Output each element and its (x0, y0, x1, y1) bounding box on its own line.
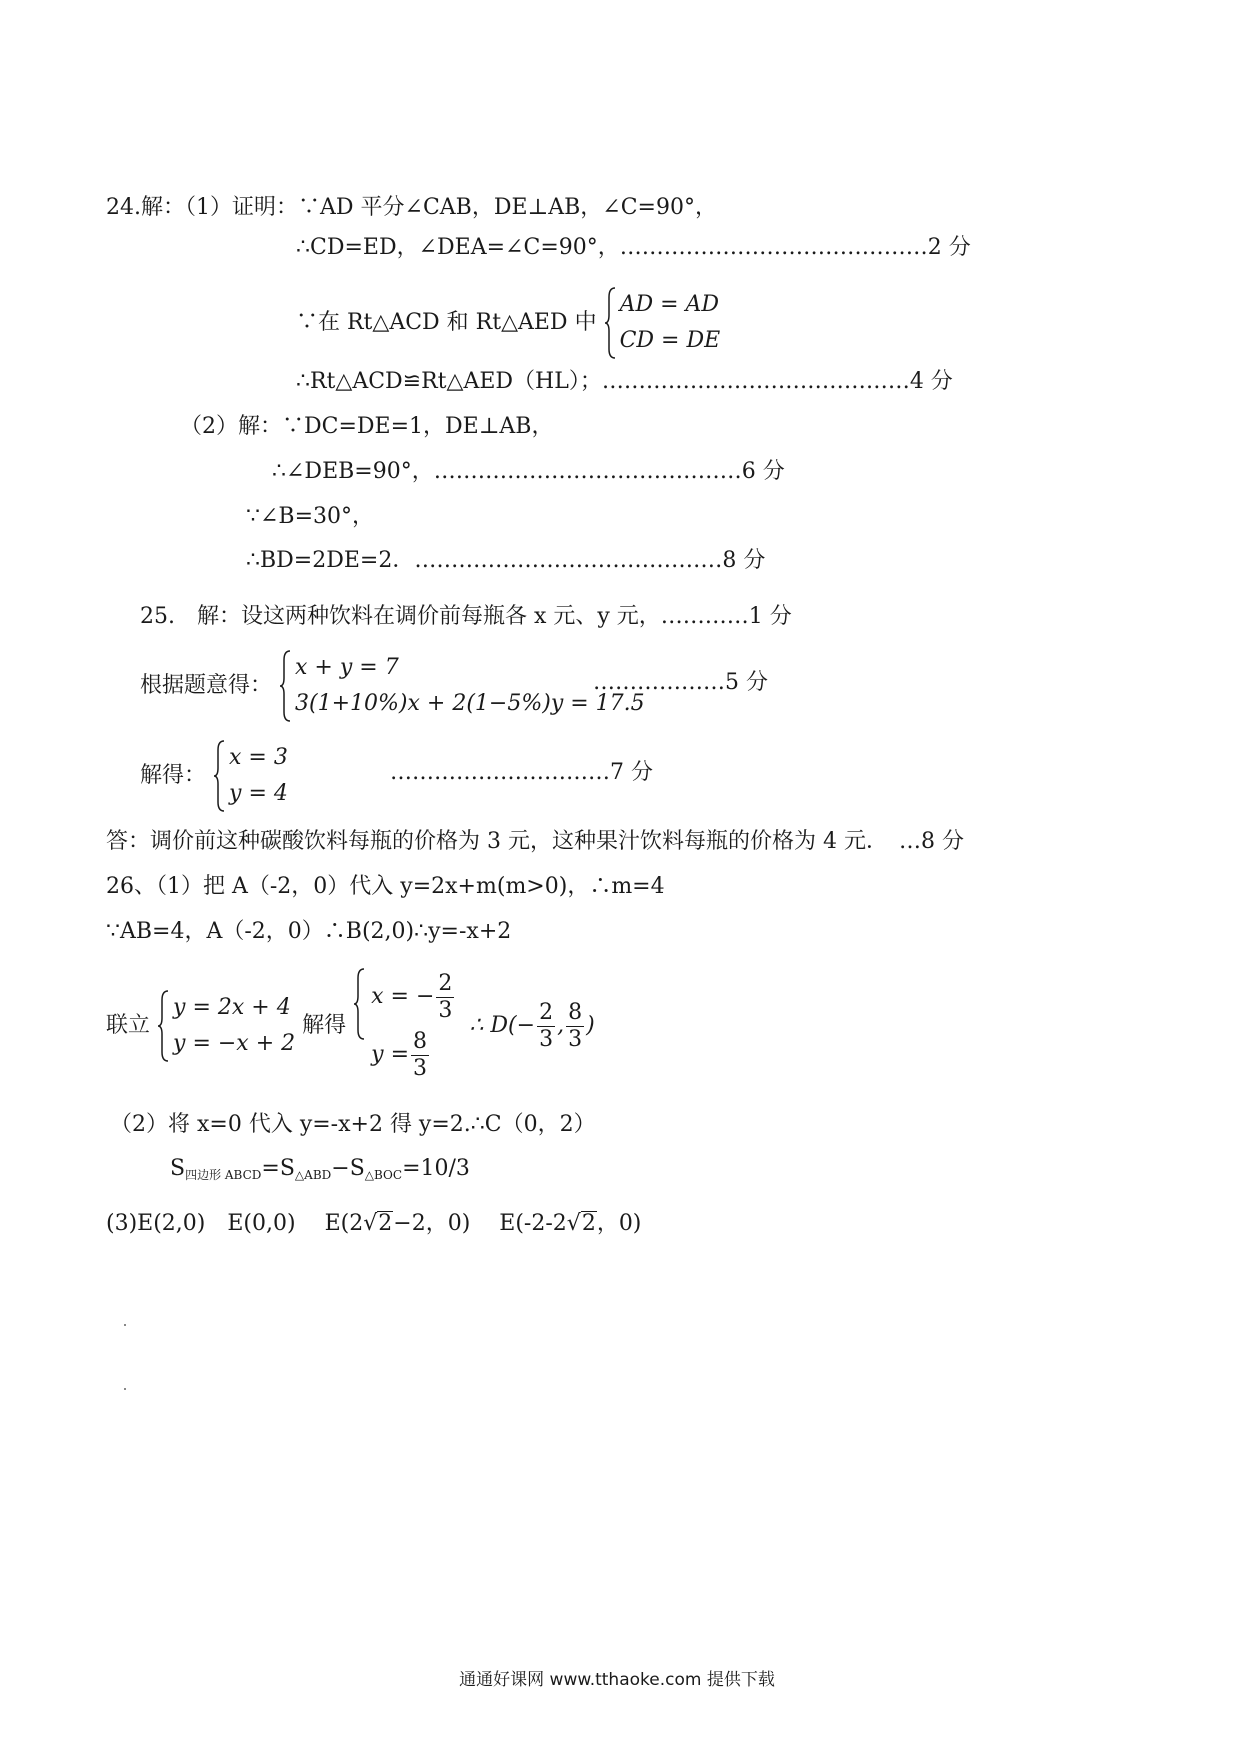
q26-line6: (3)E(2,0) E(0,0) E(2√2−2，0) E(-2-2√2，0) (106, 1211, 642, 1236)
q26-e-part1: (3)E(2,0) E(0,0) E(2 (106, 1211, 364, 1236)
brace-icon (279, 650, 291, 722)
q24-line8: ∴BD=2DE=2．……………………………………8 分 (246, 548, 766, 573)
q26-d-x-num: 2 (539, 999, 554, 1025)
q25-line1: 25. 解：设这两种饮料在调价前每瓶各 x 元、y 元，…………1 分 (140, 604, 792, 629)
q26-d-comma: , (557, 1013, 565, 1038)
q26-d-label: ∴ D(− (469, 1013, 536, 1038)
q24-eq1: AD = AD (619, 292, 720, 317)
q26-y-row (371, 1026, 456, 1084)
q24-line3-prefix: ∵在 Rt△ACD 和 Rt△AED 中 (296, 310, 597, 335)
q26-system (157, 990, 295, 1062)
q26-x-row (371, 968, 456, 1026)
q25-line2 (140, 650, 645, 722)
q26-x-den: 3 (438, 997, 453, 1023)
q26-mid2: −S (331, 1156, 365, 1181)
q26-e-part2: −2，0) E(-2-2 (393, 1211, 567, 1236)
q26-line4: （2）将 x=0 代入 y=-x+2 得 y=2.∴C（0，2） (110, 1112, 596, 1137)
q24-line6: ∴∠DEB=90°，……………………………………6 分 (272, 459, 785, 484)
q26-line1: 26、（1）把 A（-2，0）代入 y=2x+m(m>0)，∴m=4 (106, 874, 665, 899)
q24-line1: 24.解：（1）证明：∵AD 平分∠CAB，DE⊥AB，∠C=90°， (106, 195, 717, 220)
q25-solution (213, 740, 288, 812)
q26-line5 (170, 1154, 470, 1190)
speck (124, 1324, 126, 1326)
speck (124, 1388, 126, 1390)
q26-line2: ∵AB=4，A（-2，0）∴B(2,0)∴y=-x+2 (106, 919, 512, 944)
q24-system (604, 287, 721, 359)
q26-prefix: 联立 (106, 1013, 151, 1038)
q26-sub1: 四边形 ABCD (185, 1168, 262, 1182)
brace-icon (604, 287, 616, 359)
q26-d-x-frac (537, 1000, 555, 1053)
q24-eq2: CD = DE (619, 328, 721, 353)
q25-line3-score: …………………………7 分 (390, 760, 653, 785)
q25-line3 (140, 740, 288, 812)
q26-line3 (106, 968, 595, 1084)
q26-x-label: x = − (371, 984, 435, 1009)
q26-d-y-den: 3 (568, 1026, 583, 1052)
q26-sqrt1: 2 (378, 1211, 393, 1236)
q26-sub3: △BOC (364, 1168, 403, 1182)
q25-eq1: x + y = 7 (295, 655, 399, 680)
q26-d-close: ) (586, 1013, 595, 1038)
q26-x-num: 2 (438, 970, 453, 996)
brace-icon (353, 968, 365, 1040)
q26-e-part3: ，0) (596, 1211, 642, 1236)
q26-d-point (469, 999, 595, 1052)
q24-line2: ∴CD=ED，∠DEA=∠C=90°，……………………………………2 分 (296, 235, 971, 260)
q26-end: =10/3 (402, 1156, 470, 1181)
q26-solve-label: 解得 (302, 1013, 347, 1038)
q26-y-den: 3 (413, 1055, 427, 1081)
q26-solution (353, 968, 456, 1084)
q26-sub2: △ABD (294, 1168, 332, 1182)
q25-line3-prefix: 解得： (140, 763, 207, 788)
q26-y-label: y = (371, 1042, 409, 1067)
brace-icon (157, 990, 169, 1062)
q24-line7: ∵∠B=30°， (246, 504, 375, 529)
q26-sqrt2: 2 (581, 1211, 596, 1236)
q26-d-x-den: 3 (539, 1026, 554, 1052)
q24-line3 (296, 287, 720, 359)
q26-eq2: y = −x + 2 (173, 1031, 296, 1056)
q25-y: y = 4 (229, 781, 288, 806)
footer-text: 通通好课网 www.tthaoke.com 提供下载 (459, 1670, 775, 1690)
q25-eq2: 3(1+10%)x + 2(1−5%)y = 17.5 (295, 691, 645, 716)
q26-d-y-num: 8 (568, 999, 583, 1025)
q26-mid1: =S (261, 1156, 295, 1181)
q26-y-frac (411, 1029, 429, 1082)
q26-s: S (170, 1156, 186, 1181)
q24-line5: （2）解：∵DC=DE=1，DE⊥AB， (180, 414, 554, 439)
q25-line2-prefix: 根据题意得： (140, 673, 273, 698)
q26-y-num: 8 (413, 1028, 427, 1054)
q24-line4: ∴Rt△ACD≌Rt△AED（HL）；……………………………………4 分 (296, 369, 953, 394)
q25-answer: 答：调价前这种碳酸饮料每瓶的价格为 3 元，这种果汁饮料每瓶的价格为 4 元． …8 分 (106, 829, 964, 854)
q25-system (279, 650, 645, 722)
q26-d-y-frac (566, 1000, 584, 1053)
brace-icon (213, 740, 225, 812)
q25-line2-score: ………………5 分 (593, 670, 768, 695)
q25-x: x = 3 (229, 745, 288, 770)
q26-eq1: y = 2x + 4 (173, 995, 291, 1020)
q26-x-frac (436, 971, 454, 1024)
